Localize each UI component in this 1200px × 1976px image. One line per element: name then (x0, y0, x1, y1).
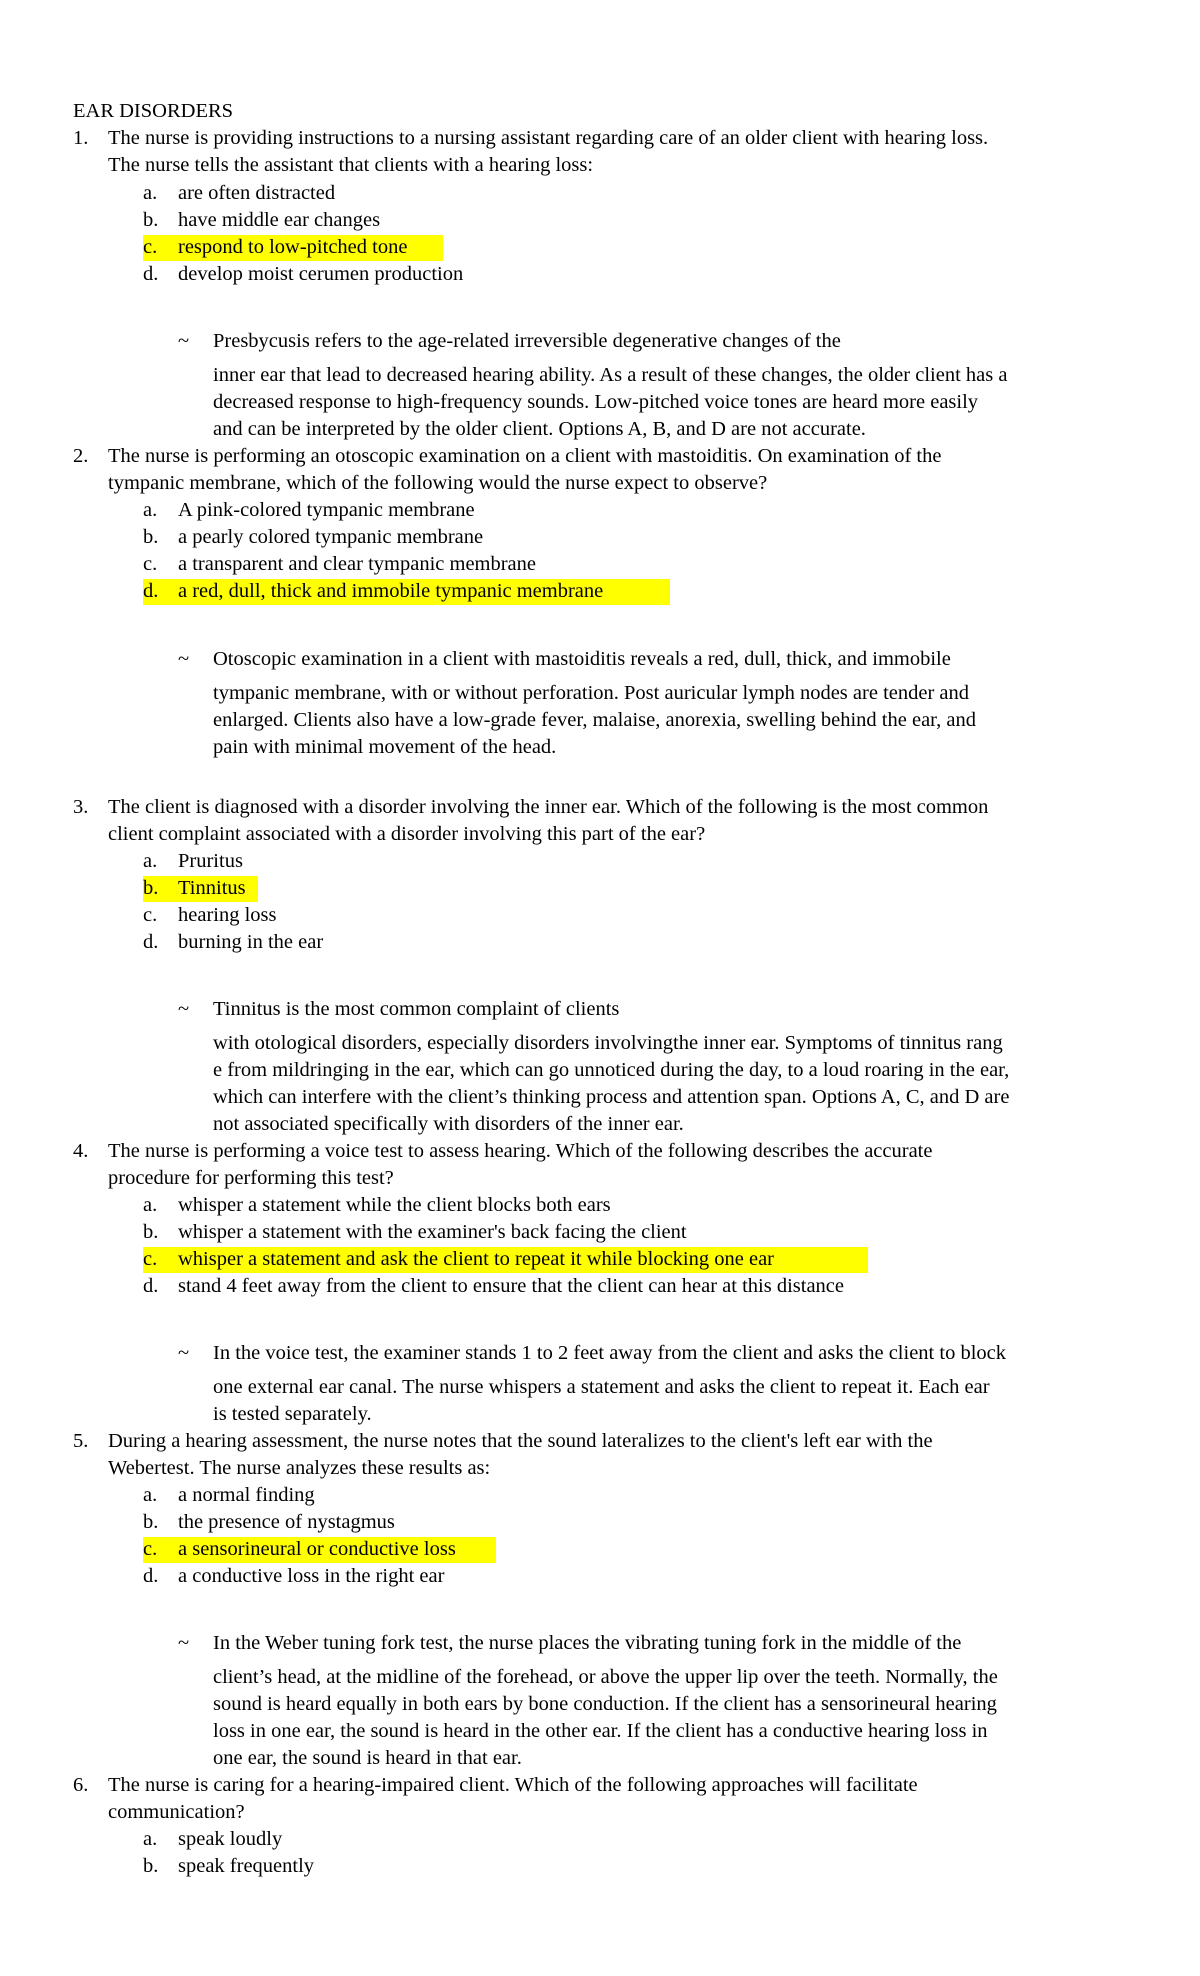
rationale-line: e from mildringing in the ear, which can go unnoticed during the day, to a loud roaring in the ear, (213, 1059, 1010, 1081)
question-4-stem-line: procedure for performing this test? (108, 1167, 394, 1189)
rationale-line: not associated specifically with disorders of the inner ear. (213, 1113, 684, 1135)
option-text: are often distracted (178, 182, 336, 204)
option-text: hearing loss (178, 904, 277, 926)
option-text: stand 4 feet away from the client to ensure that the client can hear at this distance (178, 1275, 844, 1297)
option-text: burning in the ear (178, 931, 324, 953)
question-3-number: 3. (73, 796, 89, 818)
option-text: whisper a statement while the client blocks both ears (178, 1194, 611, 1216)
option-letter: d. (143, 263, 159, 285)
option-text: a pearly colored tympanic membrane (178, 526, 484, 548)
option-letter: a. (143, 1194, 158, 1216)
option-letter: b. (143, 526, 159, 548)
option-text-correct: whisper a statement and ask the client to repeat it while blocking one ear (178, 1248, 775, 1270)
rationale-line: Tinnitus is the most common complaint of clients (213, 998, 620, 1020)
question-6-stem-line: The nurse is caring for a hearing-impaired client. Which of the following approaches will facilitate (108, 1774, 918, 1796)
option-text: whisper a statement with the examiner's back facing the client (178, 1221, 687, 1243)
option-text: A pink-colored tympanic membrane (178, 499, 475, 521)
question-6-number: 6. (73, 1774, 89, 1796)
option-text: Pruritus (178, 850, 243, 872)
rationale-line: Presbycusis refers to the age-related irreversible degenerative changes of the (213, 330, 841, 352)
question-1-number: 1. (73, 127, 89, 149)
option-letter: a. (143, 850, 158, 872)
question-5-number: 5. (73, 1430, 89, 1452)
question-1-stem-line: The nurse is providing instructions to a nursing assistant regarding care of an older client with hearing loss. (108, 127, 989, 149)
question-2-stem-line: tympanic membrane, which of the following would the nurse expect to observe? (108, 472, 768, 494)
rationale-line: one external ear canal. The nurse whispers a statement and asks the client to repeat it. Each ear (213, 1376, 990, 1398)
rationale-line: In the voice test, the examiner stands 1 to 2 feet away from the client and asks the client to block (213, 1342, 1006, 1364)
question-5-stem-line: During a hearing assessment, the nurse notes that the sound lateralizes to the client's left ear with the (108, 1430, 933, 1452)
tilde-bullet-icon: ~ (178, 998, 190, 1020)
tilde-bullet-icon: ~ (178, 330, 190, 352)
option-text: a normal finding (178, 1484, 315, 1506)
option-text: a conductive loss in the right ear (178, 1565, 445, 1587)
option-text-correct: respond to low-pitched tone (178, 236, 408, 258)
rationale-line: with otological disorders, especially disorders involvingthe inner ear. Symptoms of tinnitus rang (213, 1032, 1003, 1054)
question-1-stem-line: The nurse tells the assistant that clients with a hearing loss: (108, 154, 594, 176)
rationale-line: which can interfere with the client’s thinking process and attention span. Options A, C, and D are (213, 1086, 1010, 1108)
rationale-line: enlarged. Clients also have a low-grade fever, malaise, anorexia, swelling behind the ear, and (213, 709, 977, 731)
option-letter: a. (143, 499, 158, 521)
rationale-line: loss in one ear, the sound is heard in the other ear. If the client has a conductive hearing loss in (213, 1720, 988, 1742)
tilde-bullet-icon: ~ (178, 1342, 190, 1364)
rationale-line: client’s head, at the midline of the forehead, or above the upper lip over the teeth. Normally, the (213, 1666, 998, 1688)
option-letter-correct: c. (143, 236, 158, 258)
question-3-stem-line: The client is diagnosed with a disorder involving the inner ear. Which of the following is the most common (108, 796, 989, 818)
rationale-line: is tested separately. (213, 1403, 372, 1425)
rationale-line: decreased response to high-frequency sounds. Low-pitched voice tones are heard more easily (213, 391, 979, 413)
question-2-number: 2. (73, 445, 89, 467)
tilde-bullet-icon: ~ (178, 648, 190, 670)
rationale-line: In the Weber tuning fork test, the nurse places the vibrating tuning fork in the middle of the (213, 1632, 962, 1654)
option-text: have middle ear changes (178, 209, 381, 231)
option-text: the presence of nystagmus (178, 1511, 395, 1533)
option-letter-correct: c. (143, 1248, 158, 1270)
option-letter: a. (143, 182, 158, 204)
option-letter: b. (143, 1855, 159, 1877)
tilde-bullet-icon: ~ (178, 1632, 190, 1654)
option-text-correct: a red, dull, thick and immobile tympanic membrane (178, 580, 604, 602)
option-letter: c. (143, 553, 158, 575)
option-letter: b. (143, 209, 159, 231)
option-text-correct: a sensorineural or conductive loss (178, 1538, 456, 1560)
option-letter: a. (143, 1484, 158, 1506)
option-text: develop moist cerumen production (178, 263, 464, 285)
option-letter-correct: d. (143, 580, 159, 602)
question-3-stem-line: client complaint associated with a disorder involving this part of the ear? (108, 823, 706, 845)
option-letter-correct: b. (143, 877, 159, 899)
question-4-number: 4. (73, 1140, 89, 1162)
option-text: a transparent and clear tympanic membrane (178, 553, 537, 575)
page-title: EAR DISORDERS (73, 100, 234, 122)
option-letter: d. (143, 931, 159, 953)
rationale-line: sound is heard equally in both ears by bone conduction. If the client has a sensorineural hearing (213, 1693, 997, 1715)
option-letter: c. (143, 904, 158, 926)
option-text: speak frequently (178, 1855, 315, 1877)
rationale-line: Otoscopic examination in a client with mastoiditis reveals a red, dull, thick, and immobile (213, 648, 951, 670)
question-6-stem-line: communication? (108, 1801, 245, 1823)
option-letter: b. (143, 1221, 159, 1243)
option-letter: d. (143, 1565, 159, 1587)
option-text-correct: Tinnitus (178, 877, 246, 899)
rationale-line: one ear, the sound is heard in that ear. (213, 1747, 522, 1769)
question-5-stem-line: Webertest. The nurse analyzes these results as: (108, 1457, 491, 1479)
question-4-stem-line: The nurse is performing a voice test to assess hearing. Which of the following describes the accurate (108, 1140, 933, 1162)
option-text: speak loudly (178, 1828, 283, 1850)
option-letter: d. (143, 1275, 159, 1297)
option-letter: a. (143, 1828, 158, 1850)
option-letter: b. (143, 1511, 159, 1533)
rationale-line: and can be interpreted by the older client. Options A, B, and D are not accurate. (213, 418, 866, 440)
question-2-stem-line: The nurse is performing an otoscopic examination on a client with mastoiditis. On examination of the (108, 445, 942, 467)
rationale-line: tympanic membrane, with or without perforation. Post auricular lymph nodes are tender and (213, 682, 970, 704)
rationale-line: pain with minimal movement of the head. (213, 736, 557, 758)
rationale-line: inner ear that lead to decreased hearing ability. As a result of these changes, the older client has a (213, 364, 1008, 386)
option-letter-correct: c. (143, 1538, 158, 1560)
